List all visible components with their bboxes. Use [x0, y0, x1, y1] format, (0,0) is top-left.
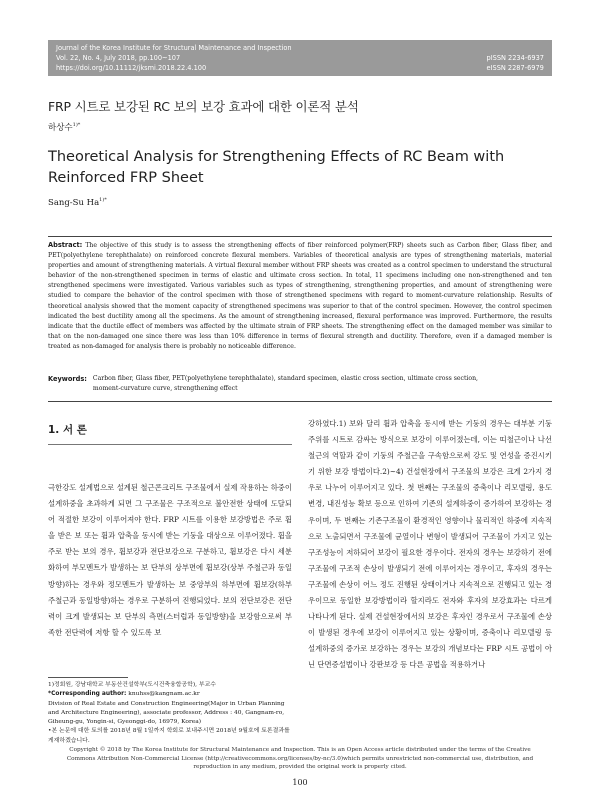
corresponding-email[interactable]: knuhss@kangnam.ac.kr	[128, 691, 200, 698]
copyright-notice: Copyright © 2018 by The Korea Institute for Structural Maintenance and Inspection. This is an Open Access article distributed under the terms of the Creative Commons Attribution Non-Commercial License (http://creativecommons.org/licenses/by-nc/3.0)which permits unrestricted non-commercial use, distribution, and reproduction in any medium, provided the original work is properly cited.	[66, 747, 534, 771]
issn-info	[487, 53, 544, 73]
section-divider	[48, 444, 292, 445]
author-korean	[48, 121, 80, 133]
footnote-affiliation: 1)정회원, 강남대학교 부동산건설학부(도시건축융합공학), 부교수	[48, 682, 216, 688]
journal-volume: Vol. 22, No. 4, July 2018, pp.100~107	[56, 54, 181, 62]
abstract-label: Abstract:	[48, 241, 83, 249]
footnote-address: Division of Real Estate and Construction Engineering(Major in Urban Planning and Architecture Engineering), associate professor, Address : 40, Gangnam-ro, Giheung-gu, Yongin-si, Gyeonggi-do, 16979, Korea)	[48, 700, 285, 726]
journal-header-bar	[48, 40, 552, 76]
title-korean: FRP 시트로 보강된 RC 보의 보강 효과에 대한 이론적 분석	[48, 99, 359, 114]
abstract	[48, 240, 552, 352]
author-english-mark: 1)*	[99, 197, 107, 203]
footnote-corresponding	[48, 690, 292, 699]
keywords-text: Carbon fiber, Glass fiber, PET(polyethylene terephthalate), standard specimen, elastic cross section, ultimate cross section, moment-curvature curve, strengthening effect	[92, 375, 479, 393]
footnote-divider	[48, 677, 128, 678]
corresponding-label: *Corresponding author:	[48, 691, 127, 698]
author-korean-name: 하상수	[48, 123, 73, 133]
section-heading-introduction: 1. 서 론	[48, 424, 87, 436]
journal-doi[interactable]: https://doi.org/10.11112/jksmi.2018.22.4.100	[56, 64, 207, 72]
author-english-name: Sang-Su Ha	[48, 197, 100, 208]
journal-name: Journal of the Korea Institute for Structural Maintenance and Inspection	[56, 44, 292, 52]
pissn: pISSN 2234-6937	[486, 54, 544, 62]
author-english	[48, 197, 107, 208]
keywords-label: Keywords:	[48, 375, 87, 383]
page-number: 100	[292, 778, 308, 787]
footnote-discussion: •본 논문에 대한 토의를 2018년 8월 1일까지 학회로 보내주시면 2018년 9월호에 토론결과를 게재하겠습니다.	[48, 728, 290, 744]
abstract-text: The objective of this study is to assess the strengthening effects of fiber reinforced polymer(FRP) sheets such as Carbon fiber, Glass fiber, and PET(polyethylene terephthalate) on reinforced concrete flexural members. Variables of theoretical analysis are types of strengthening materials, material properties and amount of strengthening materials. A virtual flexural member without FRP sheets was created as a control specimen to understand the structural behavior of the non-strengthened specimen in terms of elastic and ultimate cross section. In total, 11 specimens including one non-strengthened and ten strengthened specimens were investigated. Various variables such as types of strengthening, strengthening properties, and amount of strengthening were studied to compare the behavior of the control specimen with those of strengthened specimens with regard to moment-curvature relationship. Results of theoretical analysis showed that the moment capacity of strengthened specimens was superior to that of the control specimen. However, the control specimen indicated the best ductility among all the specimens. As the amount of strengthening increased, flexural performance was improved. Furthermore, the results indicate that the ductile effect of members was affected by the ultimate strain of FRP sheets. The strengthening effect on the damaged member was similar to that on the non-damaged one since there was less than 10% difference in terms of flexural strength and ductility. Therefore, even if a damaged member is treated as non-damaged for analysis there is probably no noticeable difference.	[48, 242, 552, 350]
eissn: eISSN 2287-6979	[486, 64, 544, 72]
journal-info	[56, 43, 292, 73]
body-column-right: 강하였다.1) 보와 달리 휨과 압축을 동시에 받는 기둥의 경우는 대부분 기둥주위를 시트로 감싸는 방식으로 보강이 이루어졌는데, 이는 띠철근이나 나선철근의 역할과 같이 기둥의 주철근을 구속함으로써 강도 및 연성을 증진시키기 위한 보강 방법이다.2)~4) 건설현장에서 구조물의 보강은 크게 2가지 경우로 나누어 이루어지고 있다. 첫 번째는 구조물의 증축이나 리모델링, 용도변경, 내진성능 확보 등으로 인하여 기존의 설계하중이 증가하여 보강하는 경우이며, 두 번째는 기존구조물이 환경적인 영향이나 물리적인 하중에 지속적으로 노출되면서 구조물에 균열이나 변형이 발생되어 구조물이 가지고 있는 구조성능이 저하되어 보강이 필요한 경우이다. 전자의 경우는 보강하기 전에 구조물에 구조적 손상이 발생되기 전에 이루어지는 경우이고, 후자의 경우는 구조물에 손상이 어느 정도 진행된 상태이거나 지속적으로 진행되고 있는 경우이므로 동일한 보강방법이라 할지라도 전자와 후자의 보강효과는 다르게 나타나게 된다. 실제 건설현장에서의 보강은 후자인 경우로서 구조물에 손상이 발생된 경우에 보강이 이루어지고 있는 상황이며, 증축이나 리모델링 등 설계하중의 증가로 보강하는 경우는 보강의 개념보다는 FRP 시트 공법이 아닌 단면증설법이나 강판보강 등 다른 공법을 적용하거나	[308, 419, 552, 670]
author-korean-mark: 1)*	[72, 122, 81, 129]
footnotes	[48, 681, 292, 746]
keywords	[48, 374, 552, 394]
title-english: Theoretical Analysis for Strengthening Effects of RC Beam with Reinforced FRP Sheet	[48, 149, 505, 186]
body-column-left: 극한강도 설계법으로 설계된 철근콘크리트 구조물에서 실제 작용하는 하중이 설계하중을 초과하게 되면 그 구조물은 구조적으로 불안전한 상태에 도달되어 적절한 보강이 이루어져야 한다. FRP 시트를 이용한 보강방법은 주로 휨을 받은 보 또는 휨과 압축을 동시에 받는 기둥을 대상으로 이루어졌다. 휨을 주로 받는 보의 경우, 휨보강과 전단보강으로 구분하고, 휨보강은 다시 세분화하여 부모멘트가 발생하는 보 단부의 상부면에 휨보강(상부 주철근과 동일방향)하는 경우와 정모멘트가 발생하는 보 중앙부의 하부면에 휨보강(하부 주철근과 동일방향)하는 경우로 구분하여 진행되었다. 보의 전단보강은 전단력이 크게 발생되는 보 단부의 측면(스터럽과 동일방향)을 보강함으로써 부족한 전단력에 저항 할 수 있도록 보	[48, 483, 292, 637]
